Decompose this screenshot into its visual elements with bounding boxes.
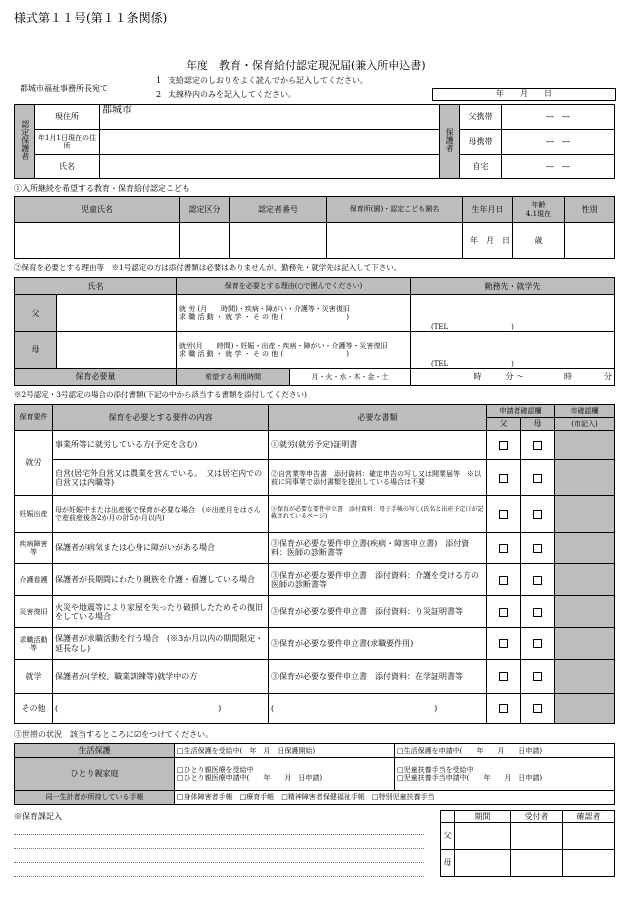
- checkbox-mother-4[interactable]: [521, 532, 555, 564]
- handbook-label: 同一生計者が所持している手帳: [15, 790, 175, 804]
- section1-title: ①入所継続を希望する教育・保育給付認定こども: [14, 184, 190, 193]
- col-applicant-check: 申請者確認欄: [487, 405, 555, 418]
- col-parent-name: 氏名: [15, 278, 177, 295]
- req-label-illness: 疾病障害等: [15, 532, 53, 564]
- city-check-4: [555, 532, 615, 564]
- checkbox-father-3[interactable]: [487, 496, 521, 532]
- col-birthdate: 生年月日: [463, 197, 513, 223]
- city-check-2: [555, 460, 615, 496]
- form-title: 年度 教育・保育給付認定現況届(兼入所申込書): [186, 59, 426, 72]
- time-field[interactable]: [411, 368, 615, 385]
- date-placeholder: 年 月 日: [496, 89, 552, 98]
- content-row-3: 母が妊娠中または出産後で保育が必要な場合 (※出産月をはさんで産前産後各2か月の計5か月以内): [53, 496, 269, 532]
- phone-field-home[interactable]: ― ―: [502, 155, 615, 179]
- col-workplace: 勤務先・就学先: [411, 278, 615, 295]
- cert-type-field[interactable]: [180, 223, 230, 259]
- address-field[interactable]: [100, 105, 440, 130]
- req-label-care: 介護看護: [15, 564, 53, 596]
- checkbox-father-1[interactable]: [487, 430, 521, 460]
- cert-number-field[interactable]: [230, 223, 327, 259]
- docs-row-6: ③保育が必要な要件申立書 添付資料：り災証明書等: [269, 596, 487, 628]
- age-field[interactable]: [513, 223, 565, 259]
- father-tel: (TEL ): [431, 322, 514, 331]
- need-amount-label: 保育必要量: [15, 368, 177, 385]
- col-age: 年齢 4.1現在: [513, 197, 565, 223]
- docs-row-3: ③保育が必要な要件申立書 添付資料：母子手帳の写し(氏名と出産予定日が記載されているページ): [269, 496, 487, 532]
- father-workplace-field[interactable]: [411, 295, 615, 332]
- office-line-2: [14, 848, 424, 849]
- content-row-5: 保護者が長期間にわたり親族を介護・看護している場合: [53, 564, 269, 596]
- content-row-2: 自営(居宅外自営又は農業を営んでいる。 又は居宅内での自営又は内職等): [53, 460, 269, 496]
- city-check-1: [555, 430, 615, 460]
- office-father: 父: [441, 823, 455, 850]
- content-row-6: 火災や地震等により家屋を失ったり破損したためその復旧をしている場合: [53, 596, 269, 628]
- father-reason[interactable]: [177, 295, 411, 332]
- col-cert-type: 認定区分: [180, 197, 230, 223]
- city-check-8: [555, 660, 615, 694]
- facility-field[interactable]: [327, 223, 463, 259]
- reason-table: [14, 277, 615, 386]
- phone-label-home: 自宅: [460, 155, 502, 179]
- content-row-7: 保護者が求職活動を行う場合 (※3か月以内の期間限定・延長なし): [53, 628, 269, 660]
- guardian-section-label: 認定保護者: [15, 105, 35, 179]
- phone-label-father: 父携帯: [460, 105, 502, 130]
- note-2: 太線枠内のみを記入してください。: [168, 90, 296, 99]
- child-allowance-receiving[interactable]: □児童扶養手当を受給中: [397, 765, 474, 774]
- col-check-father: 父: [487, 417, 521, 430]
- documents-table: [14, 404, 615, 724]
- address-value: 都城市: [102, 105, 132, 116]
- office-col-receiver: 受付者: [511, 811, 563, 823]
- father-label: 父: [15, 295, 57, 332]
- welfare-option-applying[interactable]: □生活保護を申請中( 年 月 日申請): [395, 744, 615, 758]
- office-father-checker[interactable]: [563, 823, 615, 850]
- col-child-name: 児童氏名: [15, 197, 180, 223]
- address-label: 現住所: [35, 105, 100, 130]
- checkbox-mother-3[interactable]: [521, 496, 555, 532]
- father-name-field[interactable]: [57, 295, 177, 332]
- docs-row-8: ③保育が必要な要件申立書 添付資料：在学証明書等: [269, 660, 487, 694]
- office-mother-period[interactable]: [455, 850, 511, 877]
- sex-field[interactable]: [565, 223, 615, 259]
- hope-time-label: 希望する利用時間: [177, 368, 290, 385]
- time-from: 時 分 〜: [473, 372, 525, 382]
- single-parent-label: ひとり親家庭: [15, 758, 175, 791]
- birthdate-field[interactable]: [463, 223, 513, 259]
- content-row-1: 事業所等に就労している方(予定を含む): [53, 430, 269, 460]
- checkbox-mother-7[interactable]: [521, 628, 555, 660]
- checkbox-father-5[interactable]: [487, 564, 521, 596]
- office-table: [440, 810, 615, 877]
- req-label-disaster: 災害復旧: [15, 596, 53, 628]
- single-medical-receiving[interactable]: □ひとり親医療を受給中: [177, 765, 254, 774]
- children-table: [14, 196, 615, 259]
- phone-field-father[interactable]: ― ―: [502, 105, 615, 130]
- docs-row-2: ②自営業等申告書 添付資料：確定申告の写し又は開業届等 ※以前に同事業で添付書類を提出している場合は不要: [269, 460, 487, 496]
- req-label-study: 就学: [15, 660, 53, 694]
- office-father-period[interactable]: [455, 823, 511, 850]
- col-facility: 保育所(園)・認定こども園名: [327, 197, 463, 223]
- city-check-5: [555, 564, 615, 596]
- office-col-period: 期間: [455, 811, 511, 823]
- city-check-9: [555, 694, 615, 724]
- section3-title: ※2号認定・3号認定の場合の添付書類(下記の中から該当する書類を添付してください): [14, 390, 307, 399]
- checkbox-mother-5[interactable]: [521, 564, 555, 596]
- single-medical-applying[interactable]: □ひとり親医療申請中( 年 月 日申請): [177, 773, 323, 782]
- docs-row-5: ③保育が必要な要件申立書 添付資料：介護を受ける方の医師の診断書等: [269, 564, 487, 596]
- checkbox-father-4[interactable]: [487, 532, 521, 564]
- checkbox-mother-1[interactable]: [521, 430, 555, 460]
- office-col-checker: 確認者: [563, 811, 615, 823]
- child-allowance-applying[interactable]: □児童扶養手当申請中( 年 月 日申請): [397, 773, 543, 782]
- mother-tel: (TEL ): [431, 359, 514, 368]
- req-label-pregnancy: 妊娠出産: [15, 496, 53, 532]
- father-reason-line2: 求 職 活 動 ・ 就 学 ・ そ の 他 ( ): [179, 313, 349, 322]
- docs-row-9[interactable]: ( ): [269, 694, 487, 724]
- welfare-option-receiving[interactable]: □生活保護を受給中( 年 月 日保護開始): [175, 744, 395, 758]
- name-label: 氏名: [35, 155, 100, 179]
- col-city-sub: (市記入): [555, 417, 615, 430]
- mother-reason-line2: 求 職 活 動 ・ 就 学 ・ そ の 他 ( ): [179, 349, 349, 358]
- jan1-address-field[interactable]: [100, 130, 440, 155]
- single-parent-medical[interactable]: [175, 758, 395, 791]
- col-cert-number: 認定者番号: [230, 197, 327, 223]
- checkbox-mother-2[interactable]: [521, 460, 555, 496]
- office-line-3: [14, 862, 424, 863]
- checkbox-father-9[interactable]: [487, 694, 521, 724]
- single-parent-allowance[interactable]: [395, 758, 615, 791]
- office-line-4: [14, 876, 424, 877]
- col-city-check: 市確認欄: [555, 405, 615, 418]
- father-reason-line1: 就 労 (月 時間)・疾病・障がい・介護等・災害復旧: [179, 305, 350, 314]
- mother-reason[interactable]: [177, 331, 411, 368]
- welfare-label: 生活保護: [15, 744, 175, 758]
- note-2-number: 2: [156, 90, 162, 99]
- city-check-6: [555, 596, 615, 628]
- city-check-7: [555, 628, 615, 660]
- content-row-4: 保護者が病気または心身に障がいがある場合: [53, 532, 269, 564]
- office-father-receiver[interactable]: [511, 823, 563, 850]
- office-corner: [441, 811, 455, 823]
- name-field[interactable]: [100, 155, 440, 179]
- checkbox-father-8[interactable]: [487, 660, 521, 694]
- mother-label: 母: [15, 331, 57, 368]
- note-1-number: 1: [156, 76, 162, 85]
- age-suffix: 歳: [534, 235, 543, 245]
- col-documents: 必要な書類: [269, 405, 487, 431]
- content-row-9[interactable]: ( ): [53, 694, 269, 724]
- office-mother-receiver[interactable]: [511, 850, 563, 877]
- days-field[interactable]: 月・火・水・木・金・土: [290, 368, 411, 385]
- docs-row-4: ③保育が必要な要件申立書(疾病・障害申立書) 添付資料：医師の診断書等: [269, 532, 487, 564]
- office-line-1: [14, 834, 424, 835]
- checkbox-father-7[interactable]: [487, 628, 521, 660]
- household-table: [14, 743, 615, 805]
- handbook-options[interactable]: □身体障害者手帳 □療育手帳 □精神障害者保健福祉手帳 □特別児童扶養手当: [175, 790, 615, 804]
- office-mother: 母: [441, 850, 455, 877]
- req-label-other: その他: [15, 694, 53, 724]
- date-field[interactable]: [432, 88, 616, 101]
- addressee: 都城市福祉事務所長宛て: [20, 84, 108, 93]
- city-check-3: [555, 496, 615, 532]
- req-label-work: 就労: [15, 430, 53, 496]
- office-mother-checker[interactable]: [563, 850, 615, 877]
- checkbox-father-2[interactable]: [487, 460, 521, 496]
- col-check-mother: 母: [521, 417, 555, 430]
- birthdate-placeholder: 年 月 日: [470, 235, 510, 245]
- docs-row-7: ③保育が必要な要件申立書(求職要件用): [269, 628, 487, 660]
- checkbox-mother-8[interactable]: [521, 660, 555, 694]
- time-to: 時 分: [564, 372, 613, 382]
- form-number: 様式第１１号(第１１条関係): [14, 11, 168, 25]
- col-reason: 保育を必要とする理由(○で囲んでください): [177, 278, 411, 295]
- checkbox-father-6[interactable]: [487, 596, 521, 628]
- mother-name-field[interactable]: [57, 331, 177, 368]
- col-sex: 性別: [565, 197, 615, 223]
- guardian-table: [14, 104, 615, 179]
- checkbox-mother-9[interactable]: [521, 694, 555, 724]
- phone-label-mother: 母携帯: [460, 130, 502, 155]
- mother-workplace-field[interactable]: [411, 331, 615, 368]
- checkbox-mother-6[interactable]: [521, 596, 555, 628]
- col-content: 保育を必要とする要件の内容: [53, 405, 269, 431]
- phone-field-mother[interactable]: ― ―: [502, 130, 615, 155]
- guardian-right-label: 保護者: [440, 105, 460, 179]
- office-use-label: ※保育課記入: [14, 812, 62, 821]
- req-label-job-search: 求職活動等: [15, 628, 53, 660]
- mother-reason-line1: 就労(月 時間)・妊娠・出産・疾病・障がい・介護等・災害復旧: [179, 341, 388, 350]
- docs-row-1: ①就労(就労予定)証明書: [269, 430, 487, 460]
- child-name-field[interactable]: [15, 223, 180, 259]
- section4-title: ③世帯の状況 該当するところに☑をつけてください。: [14, 730, 214, 739]
- content-row-8: 保護者が(学校、職業訓練等)就学中の方: [53, 660, 269, 694]
- section2-title: ②保育を必要とする理由等 ※1号認定の方は添付書類は必要はありませんが、勤務先・就学先は記入して下さい。: [14, 263, 402, 272]
- note-1: 支給認定のしおりをよく読んでから記入してください。: [168, 76, 368, 85]
- col-requirement: 保育要件: [15, 405, 53, 431]
- jan1-address-label: 年1月1日現在の住所: [35, 130, 100, 155]
